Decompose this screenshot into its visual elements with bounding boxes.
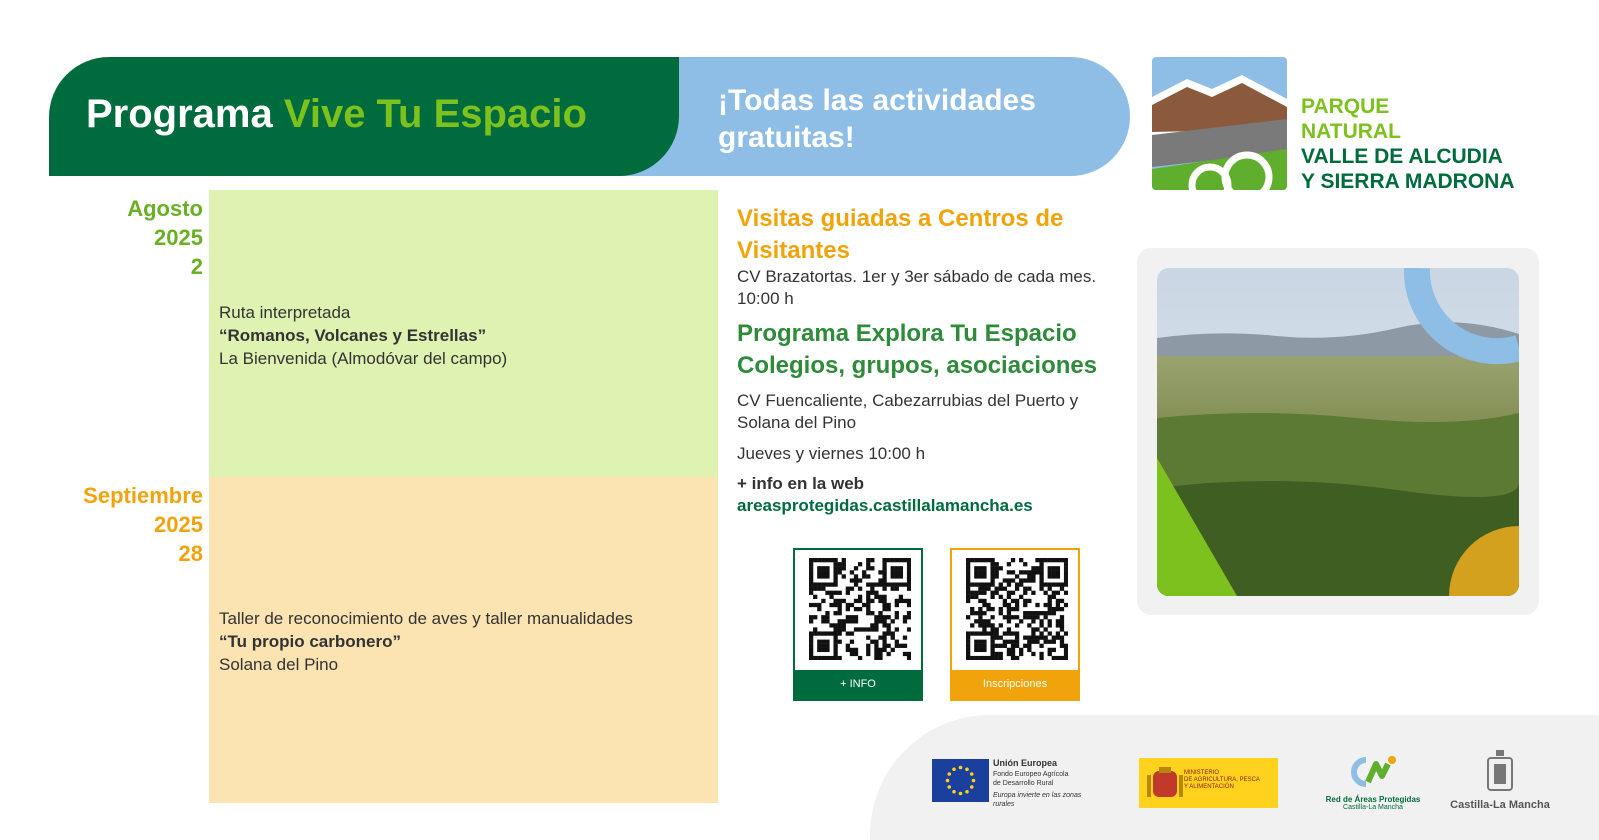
rap-name: Red de Áreas Protegidas — [1325, 795, 1421, 804]
qr-inscripciones-label: Inscripciones — [952, 670, 1078, 699]
event-name: “Romanos, Volcanes y Estrellas” — [219, 326, 487, 345]
event-place: La Bienvenida (Almodóvar del campo) — [219, 349, 508, 368]
event-place: Solana del Pino — [219, 655, 339, 674]
ministry-line2: DE AGRICULTURA, PESCA — [1184, 777, 1260, 783]
qr-code-icon — [809, 558, 911, 660]
explora-title: Programa Explora Tu Espacio Colegios, grupos, asociaciones — [737, 320, 1098, 379]
qr-info[interactable] — [793, 548, 923, 701]
date-september — [83, 481, 203, 568]
eu-motto: Europa invierte en las zonas rurales — [993, 792, 1082, 808]
year-label: 2025 — [154, 225, 203, 250]
eu-fund1: Fondo Europeo Agrícola — [993, 771, 1069, 778]
eu-fund2: de Desarrollo Rural — [993, 780, 1054, 787]
month-label: Septiembre — [83, 483, 203, 508]
qr-inscripciones[interactable] — [950, 548, 1080, 701]
event-september — [219, 607, 633, 676]
park-line4: Y SIERRA MADRONA — [1301, 170, 1515, 193]
landscape-photo — [1157, 268, 1519, 596]
page-title — [86, 92, 587, 137]
park-logo-icon — [1152, 57, 1287, 190]
ministry-line3: Y ALIMENTACIÓN — [1184, 784, 1234, 790]
castilla-la-mancha-logo — [1450, 750, 1550, 811]
web-link[interactable]: areasprotegidas.castillalamancha.es — [737, 496, 1033, 515]
ministry-line1: MINISTERIO — [1184, 770, 1220, 776]
event-type: Taller de reconocimiento de aves y taller manualidades — [219, 609, 633, 628]
clm-name: Castilla-La Mancha — [1450, 799, 1550, 811]
explora-time: Jueves y viernes 10:00 h — [737, 444, 926, 463]
eu-text — [993, 759, 1103, 809]
castle-icon — [1485, 750, 1515, 792]
date-august — [127, 194, 203, 281]
explora-places: CV Fuencaliente, Cabezarrubias del Puerto y Solana del Pino — [737, 391, 1079, 432]
ministry-text — [1184, 770, 1274, 791]
qr-code-icon — [966, 558, 1068, 660]
ministry-logo — [1139, 758, 1278, 808]
park-line3: VALLE DE ALCUDIA — [1301, 145, 1503, 168]
event-name: “Tu propio carbonero” — [219, 632, 401, 651]
title-accent: Vive Tu Espacio — [283, 92, 587, 136]
month-label: Agosto — [127, 196, 203, 221]
web-label: + info en la web — [737, 474, 865, 493]
qr-info-label: + INFO — [795, 670, 921, 699]
day-label: 2 — [190, 254, 203, 279]
rap-icon — [1348, 754, 1398, 788]
title-prefix: Programa — [86, 92, 273, 136]
header-subtitle: ¡Todas las actividades gratuitas! — [718, 84, 1036, 154]
spain-coat-of-arms-icon — [1145, 763, 1185, 803]
eu-title: Unión Europea — [993, 758, 1058, 768]
rap-sub: Castilla-La Mancha — [1343, 804, 1403, 811]
guided-visits-text: CV Brazatortas. 1er y 3er sábado de cada mes. 10:00 h — [737, 267, 1097, 308]
day-label: 28 — [178, 541, 203, 566]
event-type: Ruta interpretada — [219, 303, 351, 322]
guided-visits-title: Visitas guiadas a Centros de Visitantes — [737, 205, 1064, 264]
eu-flag-icon — [932, 759, 989, 802]
web-info — [737, 473, 1033, 517]
park-line2: NATURAL — [1301, 120, 1401, 143]
park-logo-text — [1301, 94, 1515, 194]
park-line1: PARQUE — [1301, 95, 1390, 118]
year-label: 2025 — [154, 512, 203, 537]
rap-logo — [1318, 754, 1428, 811]
event-august — [219, 301, 507, 370]
